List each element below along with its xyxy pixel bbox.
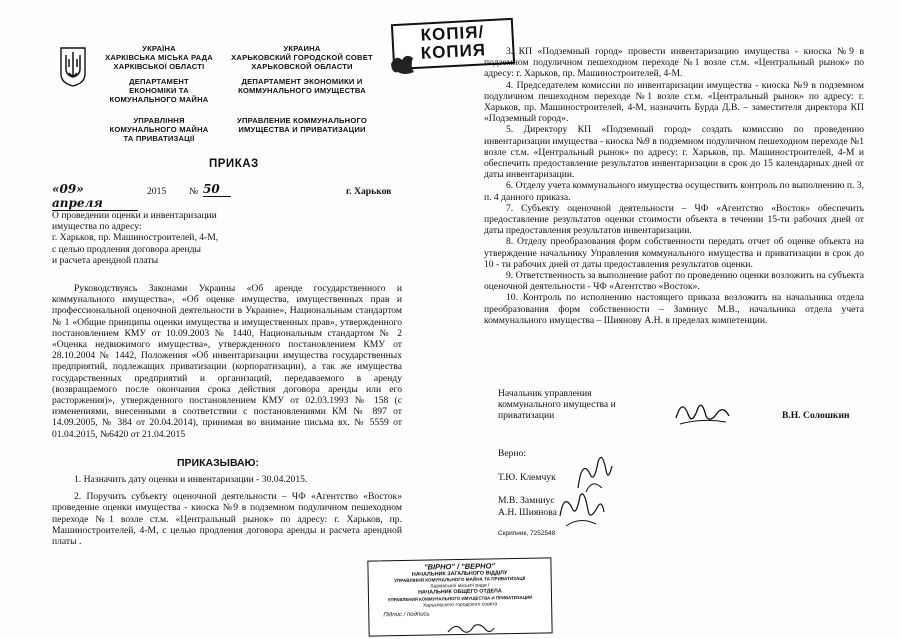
order-items-right <box>484 46 864 326</box>
signatory-name: В.Н. Солошкин <box>782 410 850 421</box>
order-item-4: 4. Председателем комиссии по инвентаризации имущества - киоска №9 в подземном подуличном пешеходном переходе №1 возле ст.м. «Центральный рынок» по адресу: г. Харьков, пр. Машиностроителей, 4-М, назначить Бурда Д.В. – заместителя директора КП «Подземный город». <box>484 79 864 125</box>
stamp-signature-icon <box>446 622 496 636</box>
document-title: ПРИКАЗ <box>209 158 259 170</box>
order-number: 50 <box>203 182 231 197</box>
verno-person-3: А.Н. Шиянова <box>498 507 557 518</box>
header-ru: УКРАИНА ХАРЬКОВСКИЙ ГОРОДСКОЙ СОВЕТ ХАРЬКОВСКОЙ ОБЛАСТИ ДЕПАРТАМЕНТ ЭКОНОМИКИ И КОММУНАЛЬНОГО ИМУЩЕСТВА УПРАВЛЕНИЕ КОММУНАЛЬНОГО ИМУЩЕСТВА И ПРИВАТИЗАЦИИ <box>231 44 373 134</box>
order-item-1: 1. Назначить дату оценки и инвентаризации - 30.04.2015. <box>74 474 308 485</box>
order-subject: О проведении оценки и инвентаризации имущества по адресу: г. Харьков, пр. Машиностроителей, 4-М, с целью продления договора аренды и расчета арендной платы <box>52 210 219 266</box>
executor: Скрипник, 7252548 <box>498 530 556 537</box>
verno-signature-2-icon <box>556 486 606 532</box>
signatory-position: Начальник управления коммунального имущества и приватизации <box>498 388 616 422</box>
order-item-5: 5. Директору КП «Подземный город» создать комиссию по проведению инвентаризации имущества - киоска №9 в подземном подуличном пешеходном переходе №1 возле ст.м. «Центральный рынок» по адресу: г. Харьков, пр. Машиностроителей, 4-М и обеспечить предоставление результатов инвентаризации в срок до 15 календарных дней от даты инвентаризации. <box>484 124 864 181</box>
verno-label: Верно: <box>498 448 527 459</box>
order-heading: ПРИКАЗЫВАЮ: <box>177 457 259 469</box>
order-item-3: 3. КП «Подземный город» провести инвентаризацию имущества - киоска №9 в подземном подуличном пешеходном переходе №1 возле ст.м. «Центральный рынок» по адресу: г. Харьков, пр. Машиностроителей, 4-М. <box>484 46 864 80</box>
order-date: «09» апреля <box>52 182 138 211</box>
coat-of-arms-icon <box>60 47 86 87</box>
verno-person-1: Т.Ю. Клемчук <box>498 472 556 483</box>
order-year: 2015 <box>147 186 167 197</box>
order-item-7: 7. Субъекту оценочной деятельности – ЧФ «Агентство «Восток» обеспечить предоставление результатов оценки стоимости объекта в течении 15-ти рабочих дней от даты предоставления результатов инвентаризации. <box>484 202 864 237</box>
head-signature-icon <box>672 396 732 430</box>
order-item-2: 2. Поручить субъекту оценочной деятельности – ЧФ «Агентство «Восток» проведение оценки имущества - киоска №9 в подземном подуличном пешеходном переходе №1 возле ст.м. «Центральный рынок» по адресу: г. Харьков, пр. Машиностроителей, 4-М, с целью продления договора аренды и расчета арендной платы . <box>52 491 402 548</box>
verno-person-2: М.В. Замниус <box>498 495 555 506</box>
copy-stamp: КОПІЯ/ КОПИЯ <box>391 18 515 70</box>
city-emblem-icon <box>388 50 416 78</box>
header-ua: УКРАЇНА ХАРКІВСЬКА МІСЬКА РАДА ХАРКІВСЬКОЇ ОБЛАСТІ ДЕПАРТАМЕНТ ЕКОНОМІКИ ТА КОМУНАЛЬНОГО МАЙНА УПРАВЛІННЯ КОМУНАЛЬНОГО МАЙНА ТА ПРИВАТИЗАЦІЇ <box>105 44 213 143</box>
order-item-6: 6. Отделу учета коммунального имущества осуществить контроль по выполнению п. 3, п. 4 данного приказа. <box>484 180 864 203</box>
order-city: г. Харьков <box>346 186 392 197</box>
order-item-9: 9. Ответственность за выполнение работ по проведению оценки возложить на субъекта оценочной деятельности - ЧФ «Агентство «Восток». <box>484 270 864 293</box>
verno-stamp: "ВІРНО" / "ВЕРНО" НАЧАЛЬНИК ЗАГАЛЬНОГО ВІДДІЛУ УПРАВЛІННЯ КОМУНАЛЬНОГО МАЙНА ТА ПРИВАТИЗАЦІЇ Харківської міської ради / НАЧАЛЬНИК ОБЩЕГО ОТДЕЛА УПРАВЛЕНИЯ КОММУНАЛЬНОГО ИМУЩЕСТВА И ПРИВАТИЗАЦИИ Харьковского городского совета Підпис / подпись <box>367 557 552 636</box>
order-items-left <box>52 474 402 550</box>
order-number-label: № <box>189 186 199 197</box>
order-item-10: 10. Контроль по исполнению настоящего приказа возложить на начальника отдела преобразования форм собственности – Замниус М.В., начальника отдела учета коммунального имущества – Шиянову А.Н. в пределах компетенции. <box>484 292 864 326</box>
order-item-8: 8. Отделу преобразования форм собственности передать отчет об оценке объекта на утверждение начальнику Управления коммунального имущества и приватизации в срок до 10 - ти рабочих дней от даты предоставления результатов оценки. <box>484 236 864 270</box>
order-preamble: Руководствуясь Законами Украины «Об аренде государственного и коммунального имущества», «Об оценке имущества, имущественных прав и профессиональной оценочной деятельности в Украине», Национальным стандартом № 1 «Общие принципы оценки имущества и имущественных прав», утвержденного постановлением КМУ от 10.09.2003 № 1440, Национальным стандартом № 2 «Оценка недвижимого имущества», утвержденного постановлением КМУ от 28.10.2004 № 1442, Положения «Об инвентаризации имущества государственных предприятий, подлежащих приватизации (корпоратизации), а так же имущества государственных предприятий и организаций, передаваемого в аренду (возвращаемого после окончания срока действия договора аренды или его расторжения)», утвержденного постановлением КМУ от 02.03.1993 № 158 (с изменениями, внесенными в соответствии с постановлениями КМ № 897 от 14.09.2005, № 384 от 20.04.2014), принимая во внимание письма вх. № 5559 от 01.04.2015, №6420 от 21.04.2015 <box>52 283 402 440</box>
